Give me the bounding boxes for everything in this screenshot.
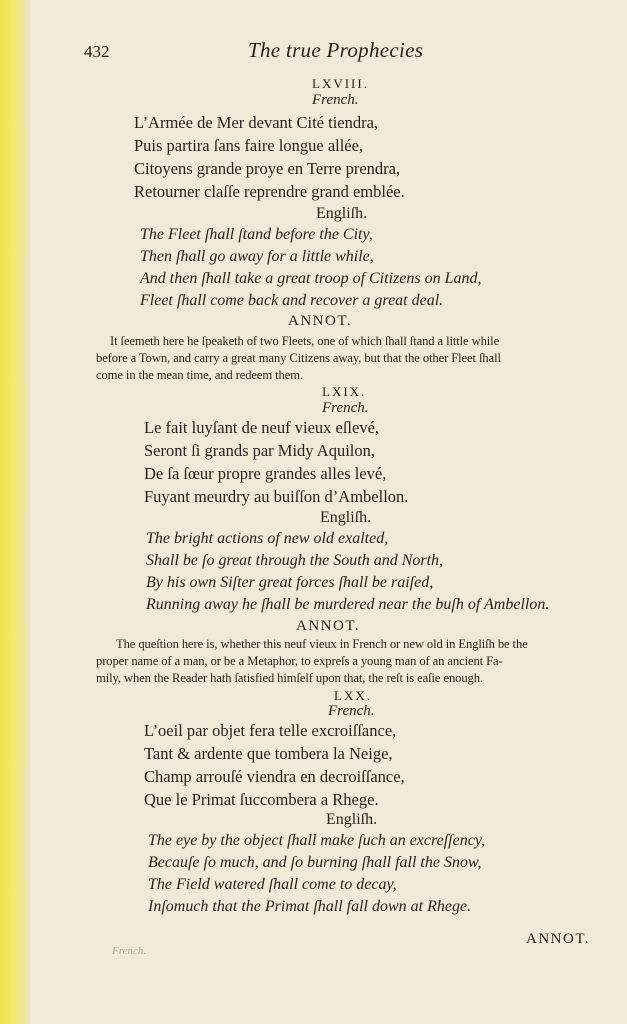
annotation-heading: ANNOT. bbox=[288, 313, 353, 329]
english-label: Engliſh. bbox=[326, 811, 378, 828]
annotation-line: come in the mean time, and redeem them. bbox=[96, 368, 303, 382]
verse-line: L’oeil par objet fera telle excroiſſance, bbox=[144, 721, 397, 740]
running-head: The true Prophecies bbox=[248, 38, 424, 62]
annotation-line: It ſeemeth here he ſpeaketh of two Fleets, one of which ſhall ſtand a little while bbox=[110, 334, 500, 348]
verse-line: By his own Siſter great forces ſhall be raiſed, bbox=[146, 574, 434, 591]
verse-line: Retourner claſſe reprendre grand emblée. bbox=[134, 182, 405, 201]
verse-line: Citoyens grande proye en Terre prendra, bbox=[134, 159, 401, 178]
bleed-through-catchword: French. bbox=[112, 945, 147, 957]
bleed-through-text bbox=[470, 30, 620, 990]
annotation-line: mily, when the Reader hath ſatisfied himſelf upon that, the reſt is eaſie enough. bbox=[96, 671, 483, 685]
verse-line: Le fait luyſant de neuf vieux eſlevé, bbox=[144, 418, 380, 437]
page-header bbox=[84, 38, 604, 66]
french-label: French. bbox=[312, 92, 359, 108]
yellow-gutter-edge bbox=[0, 0, 30, 1024]
verse-line: Puis partira ſans faire longue allée, bbox=[134, 136, 364, 155]
verse-line: L’Armée de Mer devant Cité tiendra, bbox=[134, 113, 379, 132]
verse-line: Then ſhall go away for a little while, bbox=[140, 248, 374, 265]
annotation-line: before a Town, and carry a great many Citizens away, but that the other Fleet ſhall bbox=[96, 351, 501, 365]
verse-line: Shall be ſo great through the South and North, bbox=[146, 552, 444, 569]
quatrain-numeral: LXX. bbox=[334, 688, 372, 703]
verse-line: The Field watered ſhall come to decay, bbox=[148, 876, 397, 893]
verse-line: Fuyant meurdry au buiſſon d’Ambellon. bbox=[144, 487, 409, 506]
french-label: French. bbox=[328, 703, 375, 719]
page-number: 432 bbox=[84, 42, 110, 61]
verse-line: Running away he ſhall be murdered near the buſh of Ambellon. bbox=[146, 596, 550, 613]
annotation-line: proper name of a man, or be a Metaphor, to expreſs a young man of an ancient Fa- bbox=[96, 654, 503, 668]
verse-line: Tant & ardente que tombera la Neige, bbox=[144, 744, 393, 763]
verse-line: Champ arrouſé viendra en decroiſſance, bbox=[144, 767, 405, 786]
verse-line: Becauſe ſo much, and ſo burning ſhall fall the Snow, bbox=[148, 854, 482, 871]
verse-line: De ſa ſœur propre grandes alles levé, bbox=[144, 464, 387, 483]
quatrain-numeral: LXVIII. bbox=[312, 76, 369, 91]
verse-line: And then ſhall take a great troop of Citizens on Land, bbox=[140, 270, 482, 287]
verse-line: The eye by the object ſhall make ſuch an excreſſency, bbox=[148, 832, 486, 849]
english-label: Engliſh. bbox=[316, 205, 368, 222]
french-label: French. bbox=[322, 400, 369, 416]
verse-line: Seront ſi grands par Midy Aquilon, bbox=[144, 441, 375, 460]
verse-line: Inſomuch that the Primat ſhall fall down at Rhege. bbox=[148, 898, 472, 915]
verse-line: The Fleet ſhall ſtand before the City, bbox=[140, 226, 373, 243]
annotation-heading: ANNOT. bbox=[526, 931, 591, 947]
quatrain-numeral: LXIX. bbox=[322, 384, 367, 399]
annotation-line: The queſtion here is, whether this neuf vieux in French or new old in Engliſh be the bbox=[116, 637, 528, 651]
verse-line: The bright actions of new old exalted, bbox=[146, 530, 389, 547]
english-label: Engliſh. bbox=[320, 509, 372, 526]
verse-line: Que le Primat ſuccombera a Rhege. bbox=[144, 790, 379, 809]
annotation-heading: ANNOT. bbox=[296, 618, 361, 634]
verse-line: Fleet ſhall come back and recover a great deal. bbox=[140, 292, 444, 309]
